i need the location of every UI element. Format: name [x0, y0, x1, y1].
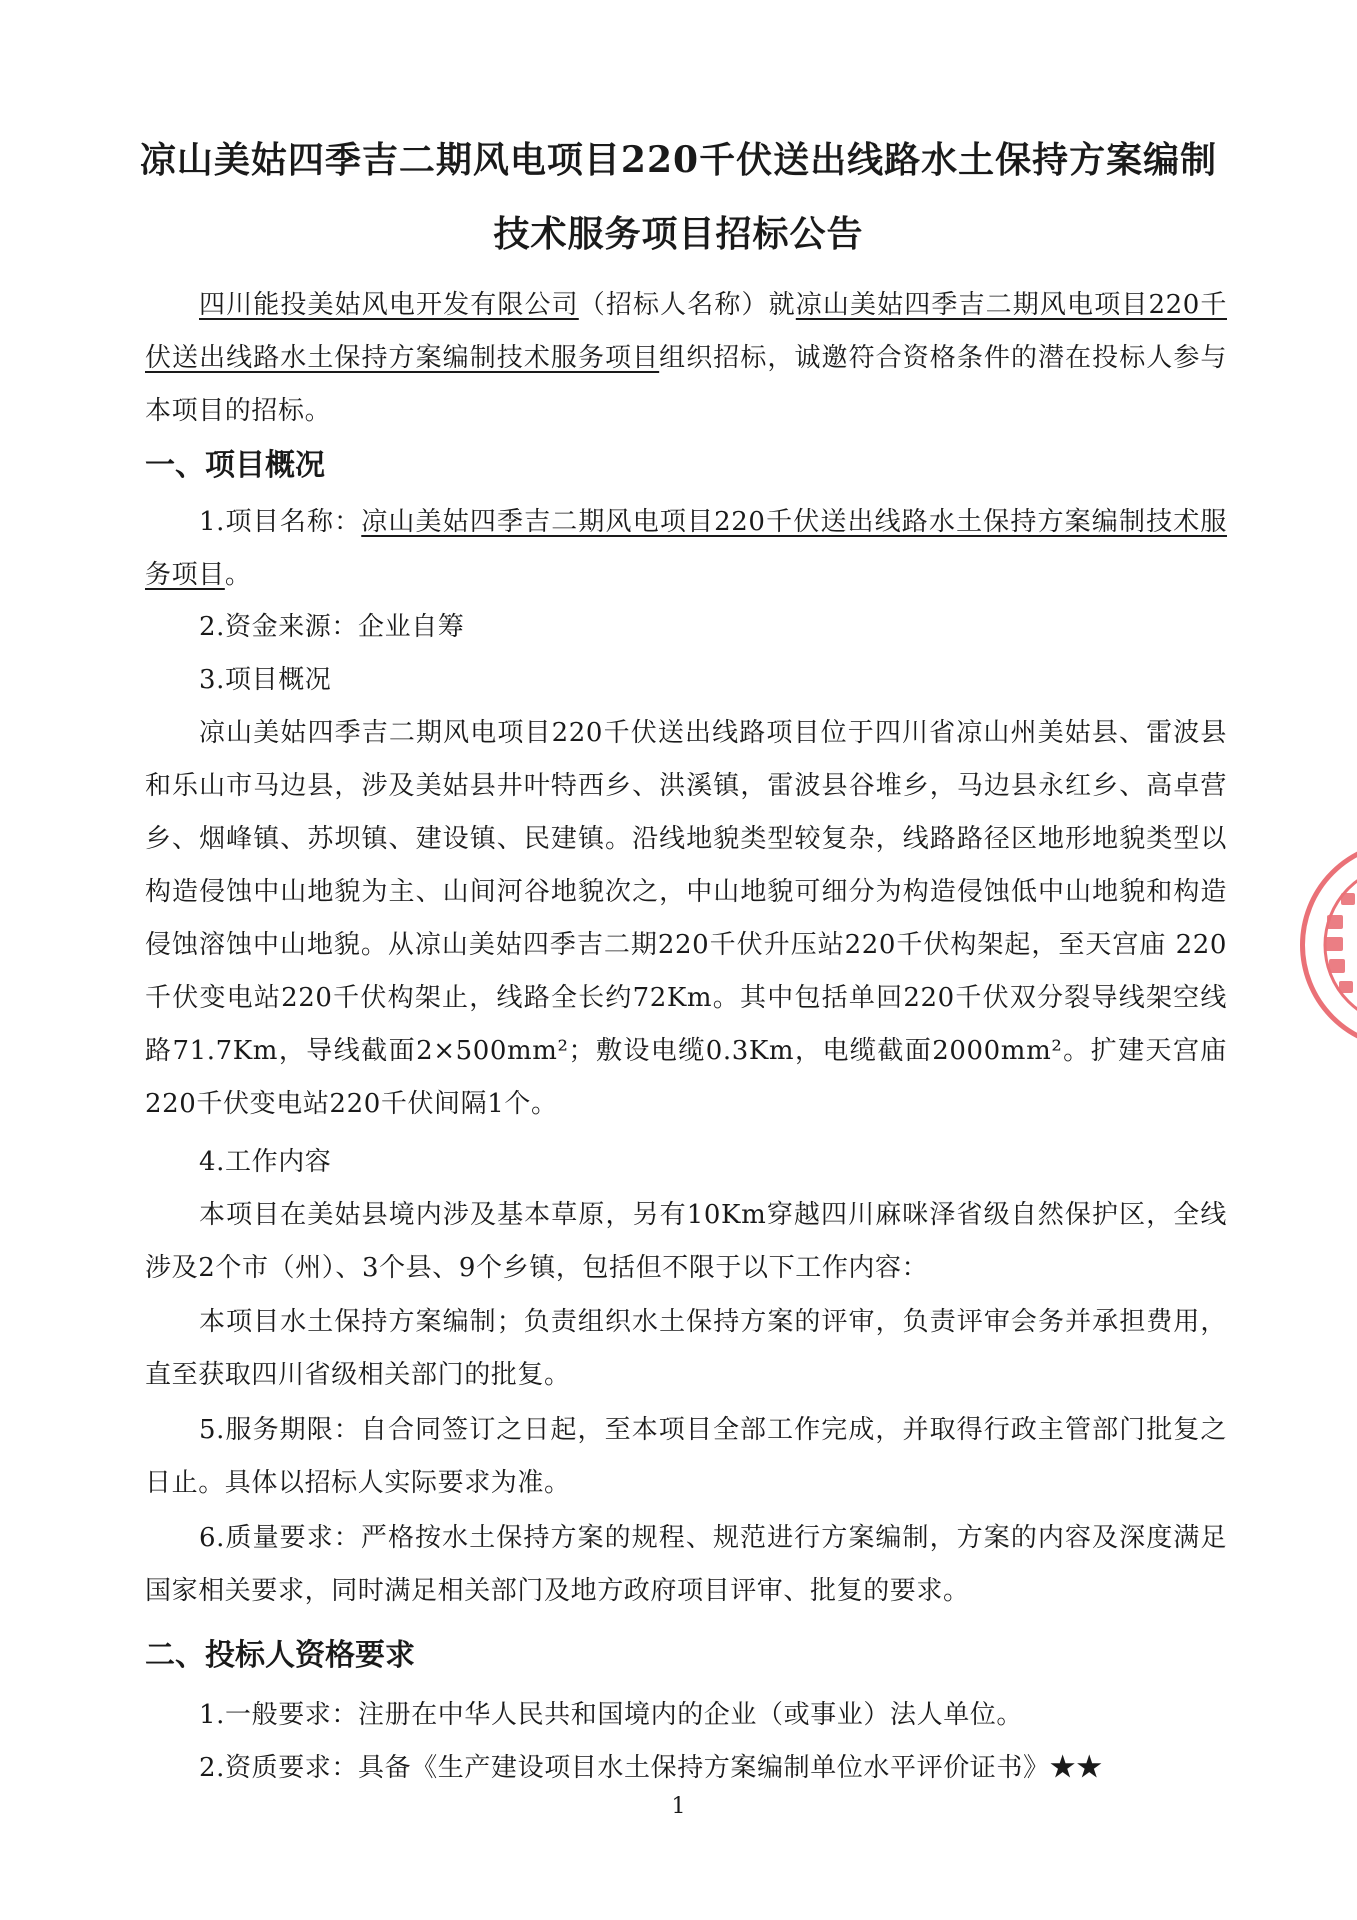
- item-3-overview-text: 凉山美姑四季吉二期风电项目220千伏送出线路项目位于四川省凉山州美姑县、雷波县和乐山市马边县，涉及美姑县井叶特西乡、洪溪镇，雷波县谷堆乡，马边县永红乡、高卓营乡、烟峰镇、苏坝镇、建设镇、民建镇。沿线地貌类型较复杂，线路路径区地形地貌类型以构造侵蚀中山地貌为主、山间河谷地貌次之，中山地貌可细分为构造侵蚀低中山地貌和构造侵蚀溶蚀中山地貌。从凉山美姑四季吉二期220千伏升压站220千伏构架起，至天宫庙 220千伏变电站220千伏构架止，线路全长约72Km。其中包括单回220千伏双分裂导线架空线路71.7Km，导线截面2×500mm²；敷设电缆0.3Km，电缆截面2000mm²。扩建天宫庙220千伏变电站220千伏间隔1个。: [145, 718, 1227, 1119]
- section-2-heading: 二、投标人资格要求: [145, 1638, 415, 1673]
- item-6-quality: 6.质量要求：严格按水土保持方案的规程、规范进行方案编制，方案的内容及深度满足国家相关要求，同时满足相关部门及地方政府项目评审、批复的要求。: [145, 1523, 1227, 1606]
- item-4-text-2: 本项目水土保持方案编制；负责组织水土保持方案的评审，负责评审会务并承担费用，直至获取四川省级相关部门的批复。: [145, 1307, 1227, 1390]
- item-3-label: 3.项目概况: [199, 665, 332, 695]
- tenderer-note: （招标人名称）就: [578, 290, 796, 320]
- intro-paragraph: [145, 279, 1227, 438]
- seal-icon: [1305, 845, 1357, 1045]
- qualification-item-1: 1.一般要求：注册在中华人民共和国境内的企业（或事业）法人单位。: [199, 1700, 1024, 1730]
- intro-project-name: 凉山美姑四季吉二期风电项目220千伏送出线路水土保持方案编制技术服务项目: [145, 290, 1227, 373]
- section-1-heading: 一、项目概况: [145, 448, 325, 483]
- intro-rest: 组织招标，诚邀符合资格条件的潜在投标人参与本项目的招标。: [145, 343, 1227, 426]
- item-1-value: 凉山美姑四季吉二期风电项目220千伏送出线路水土保持方案编制技术服务项目: [145, 507, 1227, 590]
- item-4-text-1: 本项目在美姑县境内涉及基本草原，另有10Km穿越四川麻咪泽省级自然保护区，全线涉及2个市（州）、3个县、9个乡镇，包括但不限于以下工作内容：: [145, 1200, 1227, 1283]
- item-4-label: 4.工作内容: [199, 1147, 332, 1177]
- tenderer-name: 四川能投美姑风电开发有限公司: [199, 290, 579, 320]
- item-5-service-period: 5.服务期限：自合同签订之日起，至本项目全部工作完成，并取得行政主管部门批复之日止。具体以招标人实际要求为准。: [145, 1415, 1227, 1498]
- item-1-label: 1.项目名称：: [199, 507, 362, 537]
- qualification-item-2: 2.资质要求：具备《生产建设项目水土保持方案编制单位水平评价证书》★★: [199, 1753, 1103, 1783]
- title-line-1: 凉山美姑四季吉二期风电项目220千伏送出线路水土保持方案编制: [139, 139, 1218, 181]
- company-seal-stamp: [1300, 840, 1357, 1050]
- page-number: 1: [671, 1794, 686, 1819]
- item-1-end: 。: [224, 560, 252, 590]
- title-line-2: 技术服务项目招标公告: [493, 213, 864, 255]
- item-2-funding: 2.资金来源：企业自筹: [199, 612, 465, 642]
- item-1-project-name: [145, 496, 1227, 602]
